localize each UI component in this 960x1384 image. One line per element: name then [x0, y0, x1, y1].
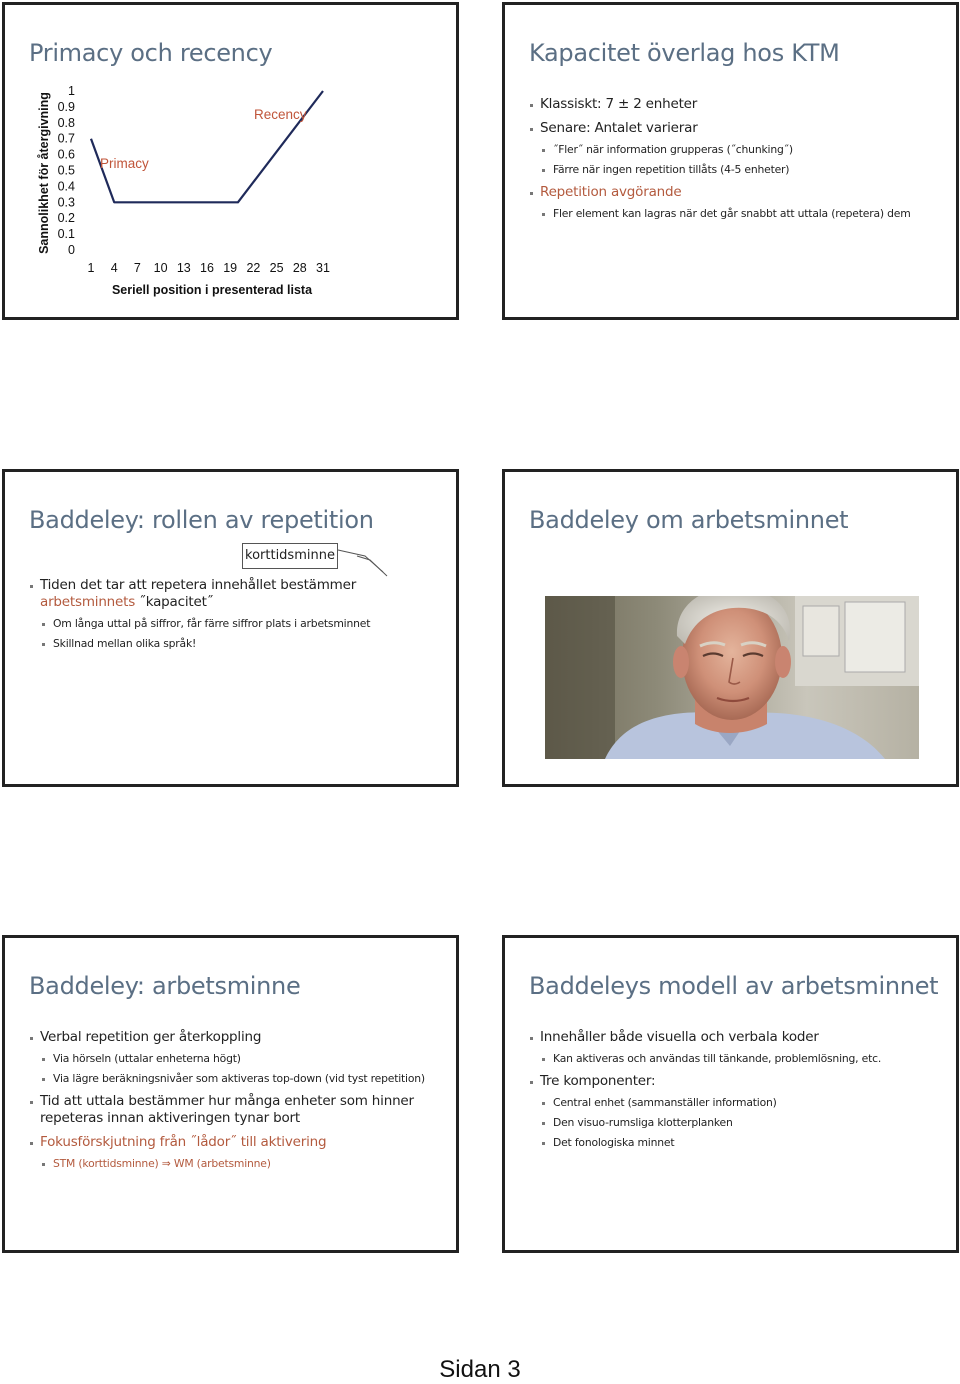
y-tick-label: 0: [68, 243, 75, 257]
page-number: Sidan 3: [439, 1356, 521, 1383]
x-tick-label: 25: [269, 261, 284, 275]
y-tick-label: 0.7: [57, 131, 75, 146]
slide-title: Baddeley: arbetsminne: [29, 972, 301, 1000]
bullet: Senare: Antalet varierar: [529, 120, 946, 137]
serial-position-chart: [5, 5, 456, 317]
annotation-recency: Recency: [254, 107, 307, 122]
y-tick-label: 0.9: [57, 99, 75, 114]
sub-bullet-accent: [29, 1157, 446, 1171]
sub-bullet-text: WM (arbetsminne): [173, 1157, 271, 1170]
y-tick-label: 0.1: [57, 227, 75, 242]
x-tick-label: 31: [316, 261, 330, 275]
sub-bullet: Det fonologiska minnet: [529, 1136, 946, 1150]
y-tick-label: 0.5: [57, 163, 75, 178]
bullet-accent: Fokusförskjutning från ˝lådor˝ till aktivering: [29, 1134, 446, 1151]
slide-baddeley-om-arbetsminnet: [502, 469, 959, 787]
slide-title: Baddeley om arbetsminnet: [529, 506, 849, 534]
y-tick-label: 0.2: [57, 211, 75, 226]
bullet: Tid att uttala bestämmer hur många enheter som hinner repeteras innan aktiveringen tynar bort: [29, 1093, 446, 1127]
bullet-text: ˝kapacitet˝: [139, 594, 214, 610]
sub-bullet: ˝Fler˝ när information grupperas (˝chunking˝): [529, 143, 946, 157]
sub-bullet-text: STM (korttidsminne): [53, 1157, 159, 1170]
x-tick-label: 19: [223, 261, 238, 275]
slide-title: Kapacitet överlag hos KTM: [529, 39, 840, 67]
portrait-photo: [545, 596, 919, 759]
sub-bullet: Via hörseln (uttalar enheterna högt): [29, 1052, 446, 1066]
slide-content: [529, 89, 946, 221]
x-tick-label: 16: [200, 261, 214, 275]
sub-bullet: Fler element kan lagras när det går snabbt att uttala (repetera) dem: [529, 207, 946, 221]
slide-content: [29, 1022, 446, 1171]
slide-rollen-av-repetition: [2, 469, 459, 787]
slide-title: Baddeleys modell av arbetsminnet: [529, 972, 939, 1000]
sub-bullet: Via lägre beräkningsnivåer som aktiveras top-down (vid tyst repetition): [29, 1072, 446, 1086]
slide-content: [29, 570, 446, 651]
bullet-text: 2 enheter: [633, 96, 698, 112]
slide-baddeley-arbetsminne: [2, 935, 459, 1253]
slide-title: Primacy och recency: [29, 39, 273, 67]
x-axis-label: Seriell position i presenterad lista: [111, 283, 313, 297]
sub-bullet: Central enhet (sammanställer information): [529, 1096, 946, 1110]
slide-baddeleys-modell: [502, 935, 959, 1253]
y-tick-label: 1: [68, 84, 75, 98]
y-tick-label: 0.6: [57, 147, 75, 162]
bullet-text: Tiden det tar att repetera innehållet bestämmer: [40, 577, 357, 593]
bullet: Innehåller både visuella och verbala koder: [529, 1029, 946, 1046]
y-tick-label: 0.3: [57, 195, 75, 210]
slide-kapacitet: [502, 2, 959, 320]
x-tick-label: 7: [133, 261, 141, 275]
plus-minus-symbol: ±: [617, 96, 630, 112]
bullet: Tre komponenter:: [529, 1073, 946, 1090]
bullet-accent-text: arbetsminnets: [40, 594, 136, 610]
slide-primacy-recency: [2, 2, 459, 320]
bullet: [29, 577, 446, 611]
callout-korttidsminne: korttidsminne: [242, 543, 338, 569]
y-tick-label: 0.4: [57, 179, 75, 194]
bullet: Verbal repetition ger återkoppling: [29, 1029, 446, 1046]
x-tick-label: 1: [87, 261, 95, 275]
x-tick-label: 13: [176, 261, 191, 275]
y-axis-label: Sannolikhet för återgivning: [37, 92, 51, 254]
sub-bullet: Skillnad mellan olika språk!: [29, 637, 446, 651]
bullet: [529, 96, 946, 113]
slide-content: [529, 1022, 946, 1150]
sub-bullet: Färre när ingen repetition tillåts (4-5 enheter): [529, 163, 946, 177]
slide-title: Baddeley: rollen av repetition: [29, 506, 374, 534]
y-tick-label: 0.8: [57, 115, 75, 130]
implies-arrow-icon: ⇒: [161, 1157, 171, 1170]
x-tick-label: 28: [292, 261, 307, 275]
x-tick-label: 4: [110, 261, 118, 275]
x-tick-label: 22: [246, 261, 261, 275]
bullet-accent: Repetition avgörande: [529, 184, 946, 201]
bullet-text: Klassiskt: 7: [540, 96, 614, 112]
sub-bullet: Om långa uttal på siffror, får färre siffror plats i arbetsminnet: [29, 617, 446, 631]
sub-bullet: Den visuo-rumsliga klotterplanken: [529, 1116, 946, 1130]
x-tick-label: 10: [153, 261, 168, 275]
sub-bullet: Kan aktiveras och användas till tänkande, problemlösning, etc.: [529, 1052, 946, 1066]
annotation-primacy: Primacy: [100, 156, 149, 171]
